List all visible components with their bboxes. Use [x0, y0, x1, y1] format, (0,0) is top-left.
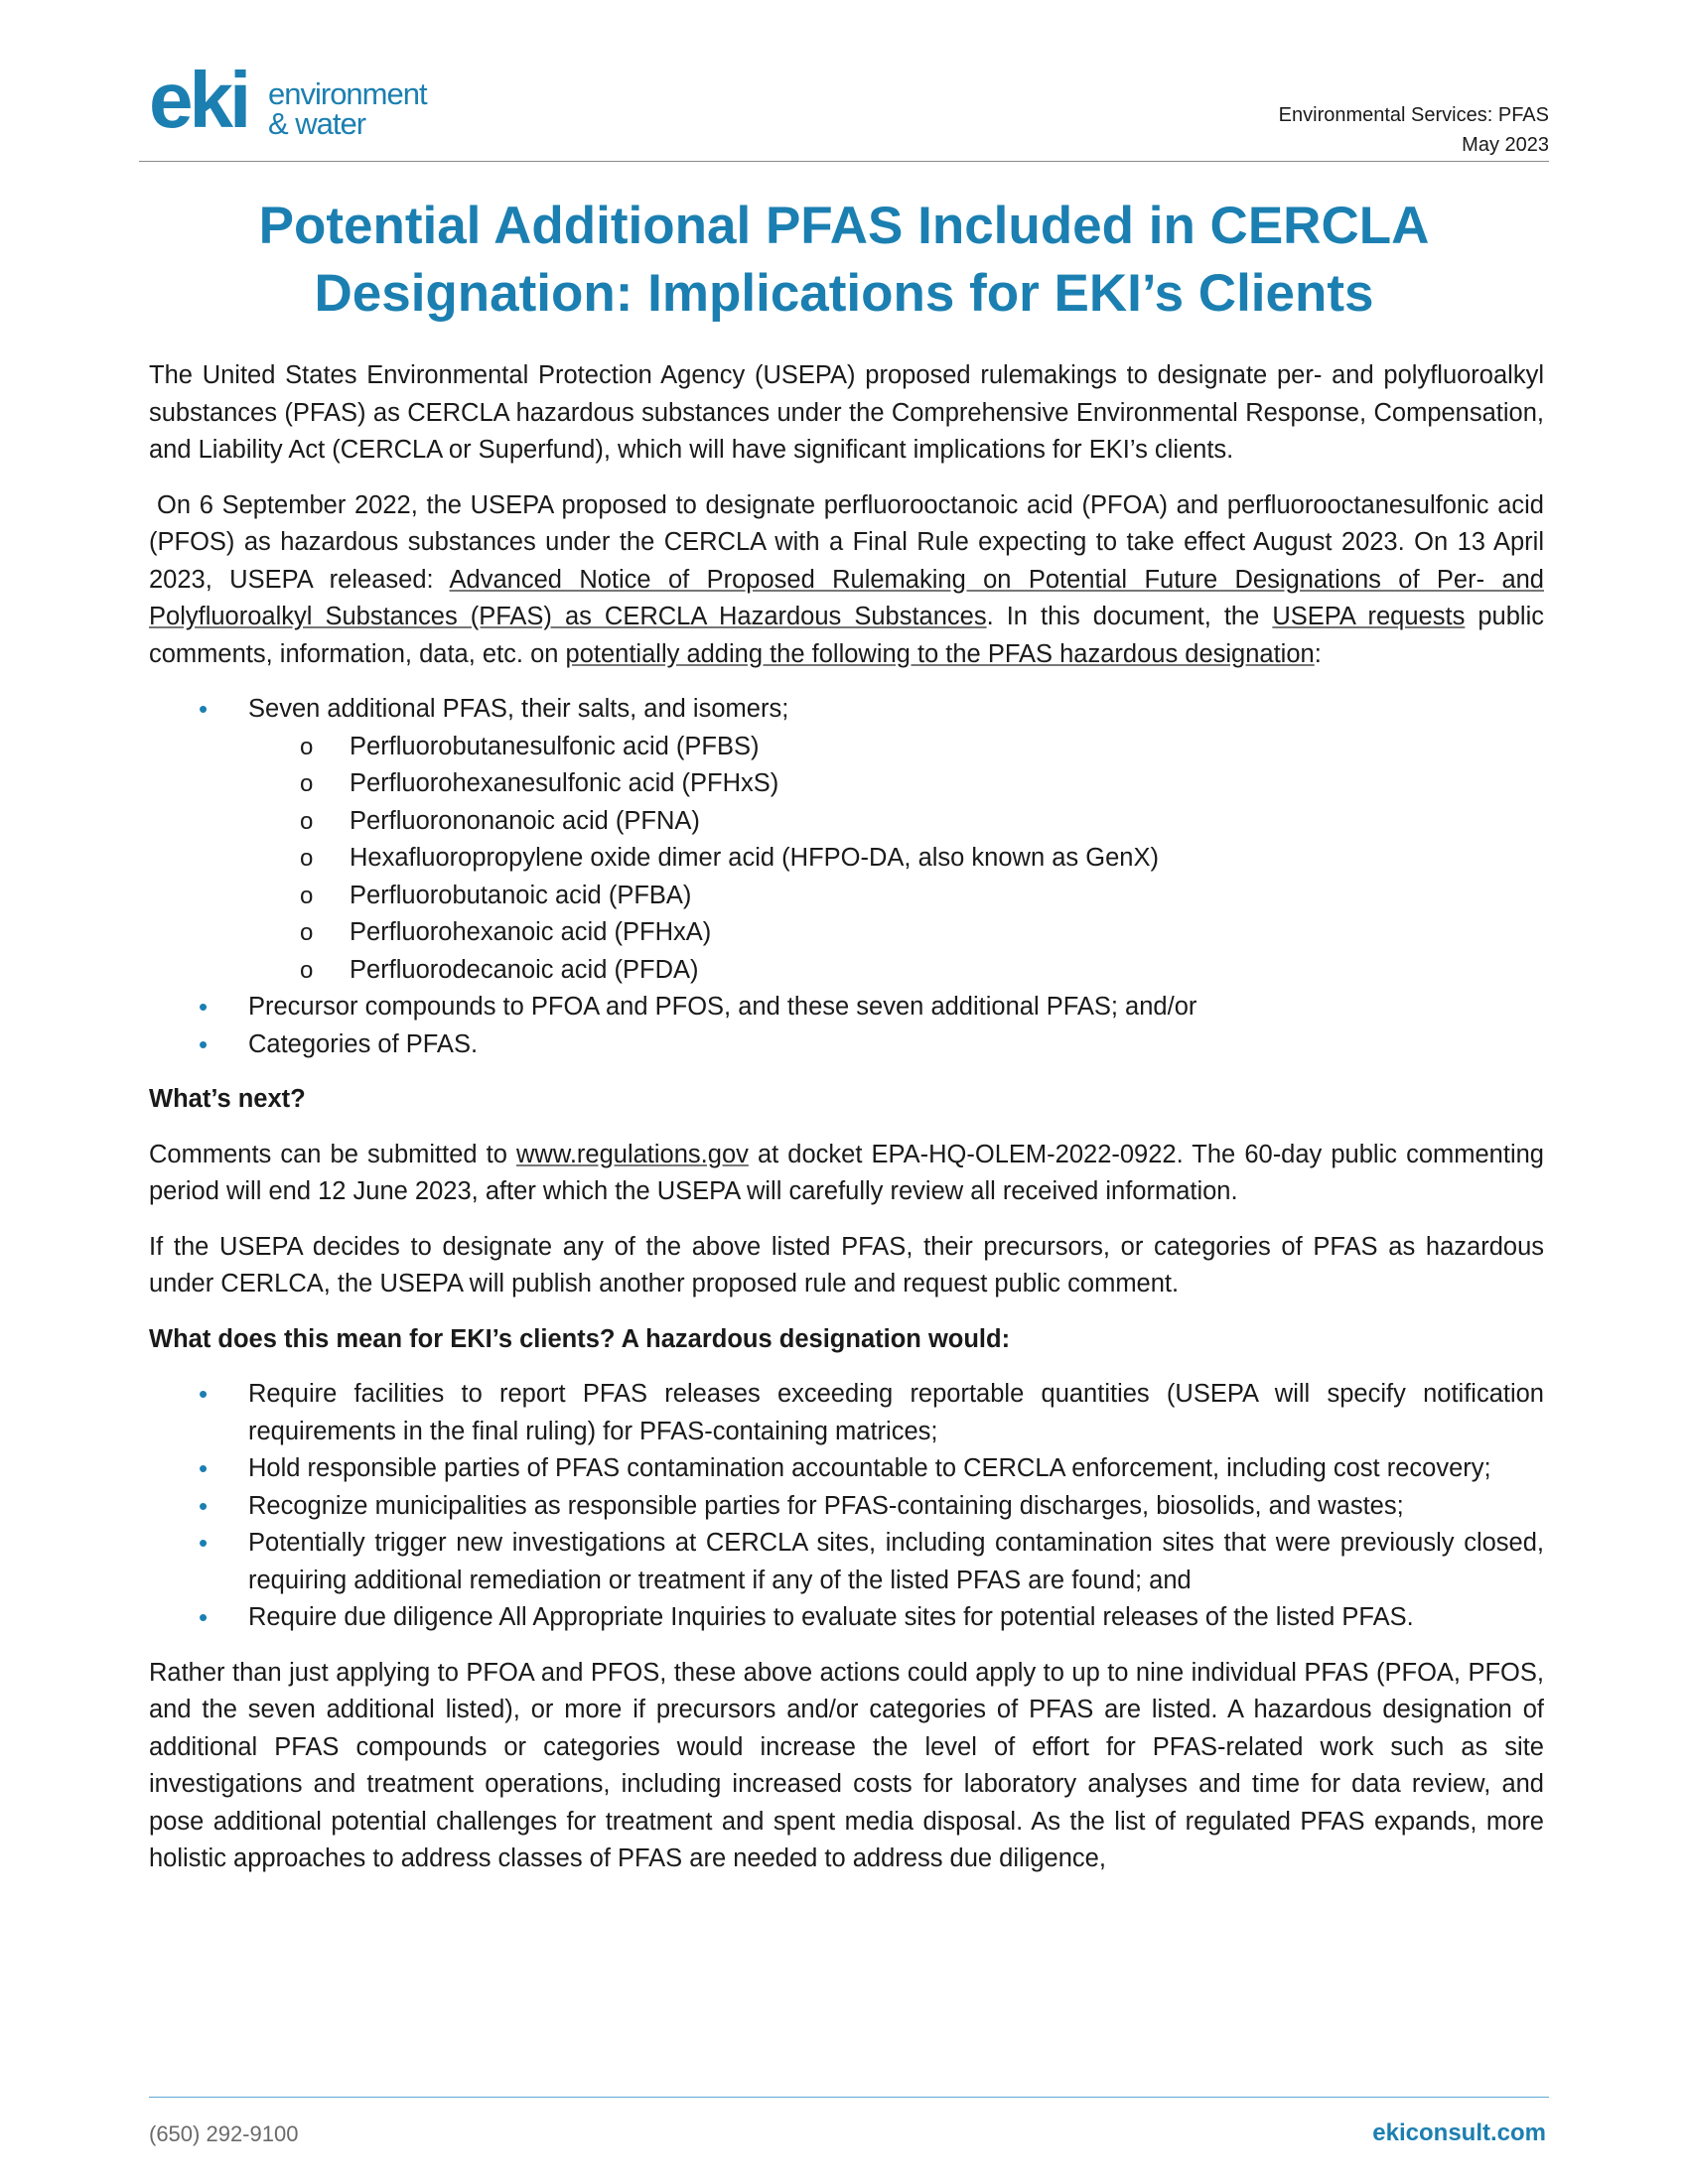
logo-mark: eki — [149, 56, 248, 144]
list-item — [149, 691, 1544, 989]
sub-list-item: o Perfluorononanoic acid (PFNA) — [149, 803, 1544, 841]
clients-heading: What does this mean for EKI’s clients? A hazardous designation would: — [149, 1324, 1011, 1353]
list-item: • Require facilities to report PFAS releases exceeding reportable quantities (USEPA will specify notification requirements in the final ruling) for PFAS-containing matrices; — [149, 1376, 1544, 1450]
comments-paragraph — [149, 1137, 1544, 1211]
list-item: • Hold responsible parties of PFAS contamination accountable to CERCLA enforcement, including cost recovery; — [149, 1450, 1544, 1488]
sub-list-item: o Perfluorobutanesulfonic acid (PFBS) — [149, 729, 1544, 766]
comments-text-1: Comments can be submitted to — [149, 1140, 516, 1168]
whats-next-heading: What’s next? — [149, 1085, 306, 1113]
pfas-sublist — [149, 729, 1544, 990]
comments-text-2: at docket EPA-HQ-OLEM-2022-0922. The 60-day public commenting period will end 12 June 2023, after which the USEPA will carefully review all received information. — [149, 1140, 1544, 1205]
list-item-text: Seven additional PFAS, their salts, and isomers; — [248, 695, 789, 723]
list-item: • Require due diligence All Appropriate Inquiries to evaluate sites for potential releases of the listed PFAS. — [149, 1599, 1544, 1637]
decision-paragraph: If the USEPA decides to designate any of the above listed PFAS, their precursors, or categories of PFAS as hazardous under CERLCA, the USEPA will publish another proposed rule and request public comment. — [149, 1232, 1544, 1297]
anprm-link[interactable]: Advanced Notice of Proposed Rulemaking on Potential Future Designations of Per- and Polyfluoroalkyl Substances (PFAS) as CERCLA Hazardous Substances — [149, 565, 1544, 630]
footer-website-link[interactable]: ekiconsult.com — [1372, 2119, 1546, 2146]
service-label: Environmental Services: PFAS — [1278, 104, 1549, 126]
intro-paragraph: The United States Environmental Protection Agency (USEPA) proposed rulemakings to designate per- and polyfluoroalkyl substances (PFAS) as CERCLA hazardous substances under the Comprehensive Environmental Response, Compensation, and Liability Act (CERCLA or Superfund), which will have significant implications for EKI’s clients. — [149, 361, 1544, 464]
footer-divider — [149, 2097, 1549, 2098]
background-text-3: public comments, information, data, etc. on — [149, 603, 1544, 668]
footer-phone: (650) 292-9100 — [149, 2121, 299, 2146]
header-divider — [139, 161, 1549, 162]
closing-paragraph: Rather than just applying to PFOA and PFOS, these above actions could apply to up to nine individual PFAS (PFOA, PFOS, and the seven additional listed), or more if precursors and/or categories of PFAS are listed. A hazardous designation of additional PFAS compounds or categories would increase the level of effort for PFAS-related work such as site investigations and treatment operations, including increased costs for laboratory analyses and time for data review, and pose additional potential challenges for treatment and spent media disposal. As the list of regulated PFAS expands, more holistic approaches to address classes of PFAS are needed to address due diligence, — [149, 1658, 1544, 1872]
list-item: • Precursor compounds to PFOA and PFOS, and these seven additional PFAS; and/or — [149, 989, 1544, 1026]
logo-line-1: environment — [268, 76, 427, 111]
list-item: • Categories of PFAS. — [149, 1026, 1544, 1064]
logo-line-2: & water — [268, 106, 366, 141]
document-date: May 2023 — [1462, 134, 1549, 156]
company-logo — [149, 56, 467, 149]
designation-list — [149, 691, 1544, 1063]
background-text-1: On 6 September 2022, the USEPA proposed to designate perfluorooctanoic acid (PFOA) and perfluorooctanesulfonic acid (PFOS) as hazardous substances under the CERCLA with a Final Rule expecting to take effect August 2023. On 13 April 2023, USEPA released: — [149, 490, 1544, 594]
background-text-2: . In this document, the — [986, 603, 1273, 630]
title-line-1: Potential Additional PFAS Included in CERCLA — [258, 197, 1430, 255]
document-title — [139, 193, 1549, 328]
logo-wordmark — [268, 76, 427, 141]
regulations-gov-link[interactable]: www.regulations.gov — [516, 1140, 749, 1168]
background-text-4: : — [1314, 639, 1322, 668]
sub-list-item: o Perfluorohexanesulfonic acid (PFHxS) — [149, 765, 1544, 803]
sub-list-item: o Perfluorodecanoic acid (PFDA) — [149, 952, 1544, 990]
list-item: • Recognize municipalities as responsible parties for PFAS-containing discharges, biosolids, and wastes; — [149, 1488, 1544, 1526]
sub-list-item: o Perfluorohexanoic acid (PFHxA) — [149, 914, 1544, 952]
title-line-2: Designation: Implications for EKI’s Clients — [314, 264, 1374, 323]
document-meta — [1279, 100, 1549, 160]
sub-list-item: o Perfluorobutanoic acid (PFBA) — [149, 878, 1544, 915]
list-item: • Potentially trigger new investigations at CERCLA sites, including contamination sites that were previously closed, requiring additional remediation or treatment if any of the listed PFAS are found; and — [149, 1525, 1544, 1599]
usepa-requests-link[interactable]: USEPA requests — [1272, 603, 1466, 630]
implications-list — [149, 1376, 1544, 1637]
potential-additions-link[interactable]: potentially adding the following to the PFAS hazardous designation — [565, 639, 1315, 668]
document-body — [149, 357, 1544, 1896]
sub-list-item: o Hexafluoropropylene oxide dimer acid (HFPO-DA, also known as GenX) — [149, 840, 1544, 878]
background-paragraph — [149, 487, 1544, 674]
